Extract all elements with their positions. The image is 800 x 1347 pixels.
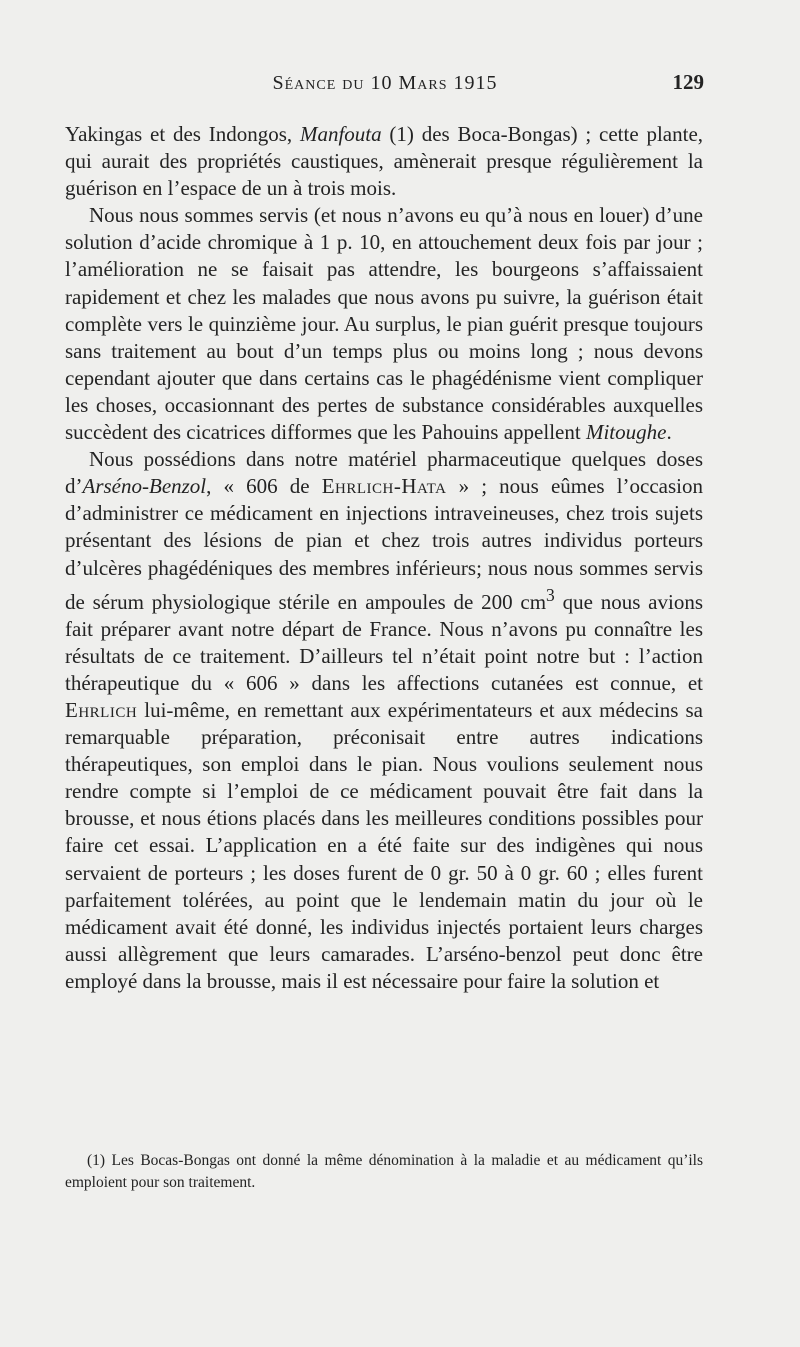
- running-head: [0, 72, 800, 104]
- italic-term-mitoughe: Mitoughe: [585, 420, 667, 445]
- body-text: [65, 121, 703, 995]
- author-name-ehrlich: Ehrlich: [65, 697, 138, 722]
- italic-term-arseno-benzol: Arséno-Benzol: [82, 474, 207, 499]
- footnote-text: (1) Les Bocas-Bongas ont donné la même dénomination à la maladie et au médicament qu’ils emploient pour son traitement.: [65, 1152, 703, 1191]
- superscript: 3: [546, 584, 555, 605]
- text-run: Nous possédions dans notre matériel pharmaceutique quelques doses d’: [65, 447, 703, 499]
- italic-term-manfouta: Manfouta: [299, 122, 382, 146]
- footnote: [65, 1150, 703, 1194]
- text-run: que nous avions fait préparer avant notre départ de France. Nous n’avons pu connaître les résultats de ce traitement. D’ailleurs tel n’était point notre but : l’action thérapeutique du « 606 » dans les affections cutanées est connue, et: [65, 589, 703, 695]
- text-run: (1) des Boca-Bongas) ; cette plante, qui aurait des propriétés caustiques, amènerait presque régulièrement la guérison en l’espace de un à trois mois.: [65, 122, 704, 201]
- paragraph-2: [65, 202, 703, 446]
- text-run: Yakingas et des Indongos,: [65, 122, 300, 146]
- text-run: Nous nous sommes servis (et nous n’avons eu qu’à nous en louer) d’une solution d’acide chromique à 1 p. 10, en attouchement deux fois par jour ; l’amélioration ne se faisait pas attendre, les bourgeons s’affaissaient rapidement et chez les malades que nous avons pu suivre, la guérison était complète vers le quinzième jour. Au surplus, le pian guérit presque toujours sans traitement au bout d’un temps plus ou moins long ; nous devons cependant ajouter que dans certains cas le phagédénisme vient compliquer les choses, occasionnant des pertes de substance considérables auxquelles succèdent des cicatrices difformes que les Pahouins appellent: [65, 203, 703, 445]
- text-run: lui-même, en remettant aux expérimentateurs et aux médecins sa remarquable préparation, préconisait entre autres indications thérapeutiques, son emploi dans le pian. Nous voulions seulement nous rendre compte si l’emploi de ce médicament pouvait être fait dans la brousse, et nous étions placés dans les meilleures conditions possibles pour faire cet essai. L’application en a été faite sur des indigènes qui nous servaient de porteurs ; les doses furent de 0 gr. 50 à 0 gr. 60 ; elles furent parfaitement tolérées, au point que le lendemain matin du jour où le médicament avait été donné, les individus injectés portaient leurs charges aussi allègrement que leurs camarades. L’arséno-benzol peut donc être employé dans la brousse, mais il est nécessaire pour faire la solution et: [65, 697, 703, 993]
- text-run: .: [666, 420, 672, 445]
- text-run: , « 606 de: [206, 474, 322, 499]
- paragraph-1: [65, 121, 703, 202]
- author-name-ehrlich-hata: Ehrlich-Hata: [321, 474, 447, 499]
- page-number: 129: [672, 70, 704, 94]
- text-run: » ; nous eûmes l’occasion d’administrer ce médicament en injections intraveineuses, chez trois sujets présentant des lésions de pian et chez trois autres individus porteurs d’ulcères phagédéniques des membres inférieurs; nous nous sommes servis de sérum physiologique stérile en ampoules de 200 cm: [65, 474, 704, 614]
- paragraph-3: [65, 446, 703, 995]
- running-title: Séance du 10 Mars 1915: [272, 72, 498, 94]
